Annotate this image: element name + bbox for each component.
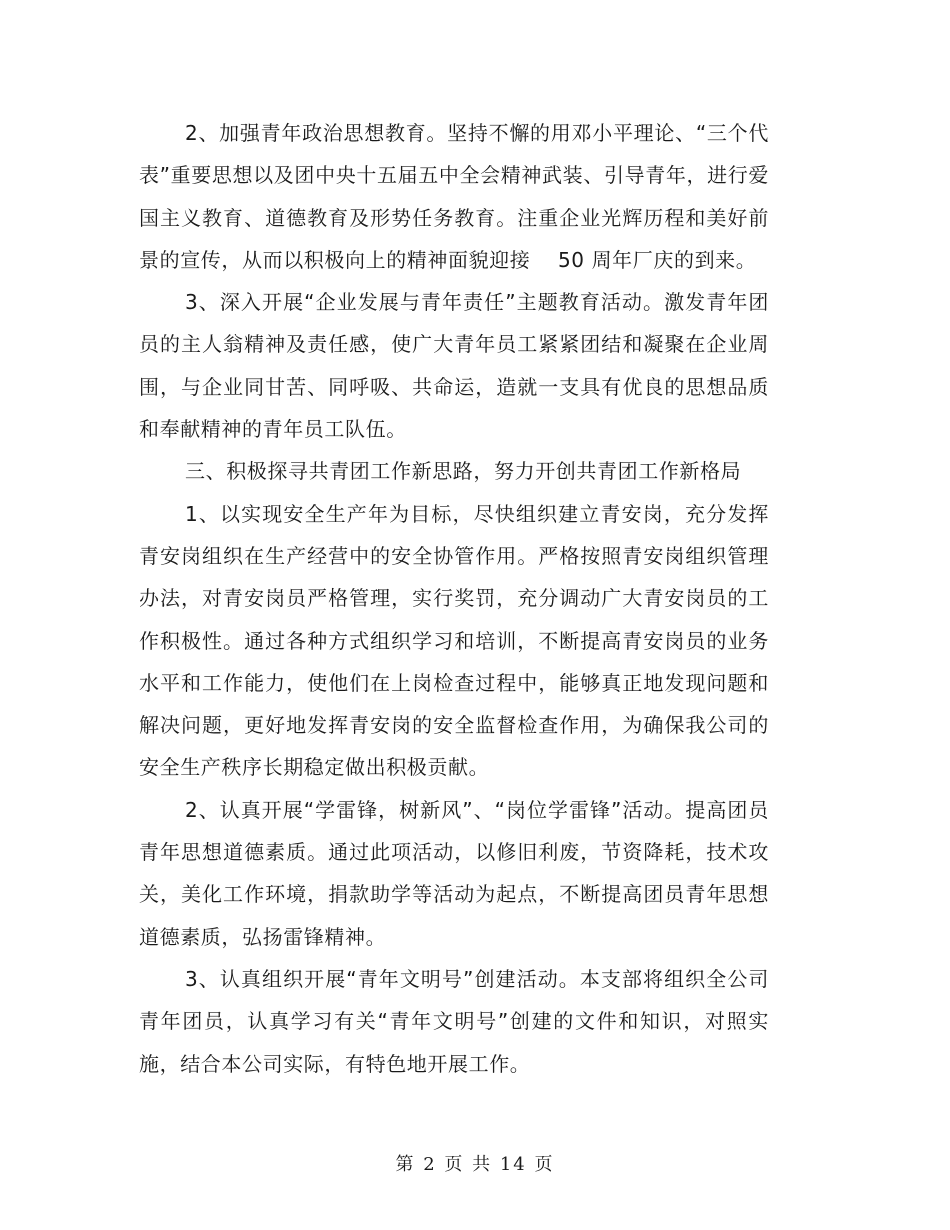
page-number-footer: 第 2 页 共 14 页 (395, 1154, 555, 1175)
paragraph-civilized-unit: 3、认真组织开展“青年文明号”创建活动。本支部将组织全公司青年团员，认真学习有关“青年文明号”创建的文件和知识，对照实施，结合本公司实际，有特色地开展工作。 (139, 966, 769, 1076)
document-body (139, 112, 769, 1085)
paragraph-safety-post: 1、以实现安全生产年为目标，尽快组织建立青安岗，充分发挥青安岗组织在生产经营中的安全协管作用。严格按照青安岗组织管理办法，对青安岗员严格管理，实行奖罚，充分调动广大青安岗员的工作积极性。通过各种方式组织学习和培训，不断提高青安岗员的业务水平和工作能力，使他们在上岗检查过程中，能够真正地发现问题和解决问题，更好地发挥青安岗的安全监督检查作用，为确保我公司的安全生产秩序长期稳定做出积极贡献。 (139, 501, 769, 780)
paragraph-political-education: 2、加强青年政治思想教育。坚持不懈的用邓小平理论、“三个代表”重要思想以及团中央十五届五中全会精神武装、引导青年，进行爱国主义教育、道德教育及形势任务教育。注重企业光辉历程和美好前景的宣传，从而以积极向上的精神面貌迎接 50 周年厂庆的到来。 (139, 121, 769, 272)
paragraph-lei-feng: 2、认真开展“学雷锋，树新风”、“岗位学雷锋”活动。提高团员青年思想道德素质。通过此项活动，以修旧利废，节资降耗，技术攻关，美化工作环境，捐款助学等活动为起点，不断提高团员青年思想道德素质，弘扬雷锋精神。 (139, 797, 769, 949)
paragraph-theme-education: 3、深入开展“企业发展与青年责任”主题教育活动。激发青年团员的主人翁精神及责任感，使广大青年员工紧紧团结和凝聚在企业周围，与企业同甘苦、同呼吸、共命运，造就一支具有优良的思想品质和奉献精神的青年员工队伍。 (139, 290, 769, 442)
section-heading-three: 三、积极探寻共青团工作新思路，努力开创共青团工作新格局 (185, 459, 742, 484)
